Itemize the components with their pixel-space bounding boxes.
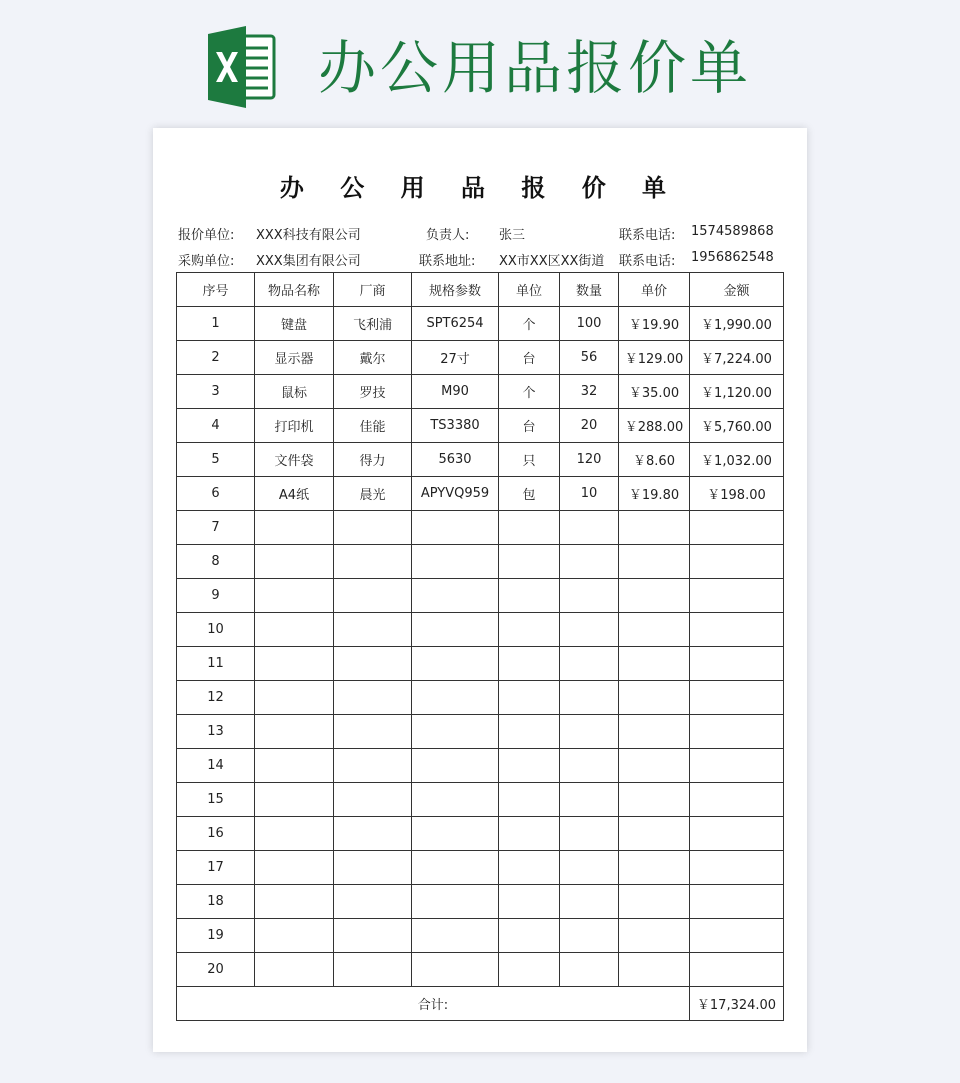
table-cell <box>619 715 690 749</box>
table-cell <box>334 613 412 647</box>
column-header: 金额 <box>690 273 784 307</box>
table-cell <box>619 851 690 885</box>
table-cell <box>619 681 690 715</box>
table-cell: 9 <box>177 579 255 613</box>
table-cell <box>255 919 334 953</box>
table-cell: SPT6254 <box>412 307 499 341</box>
table-cell <box>255 545 334 579</box>
buyer-label: 采购单位: <box>178 254 235 269</box>
table-cell <box>560 783 619 817</box>
table-cell: 5630 <box>412 443 499 477</box>
table-cell <box>334 919 412 953</box>
table-cell: 戴尔 <box>334 341 412 375</box>
table-cell <box>690 851 784 885</box>
table-cell: 1 <box>177 307 255 341</box>
table-cell <box>412 647 499 681</box>
table-cell: 个 <box>499 375 560 409</box>
table-cell: 只 <box>499 443 560 477</box>
table-cell <box>690 545 784 579</box>
table-cell: A4纸 <box>255 477 334 511</box>
person-value: 张三 <box>499 228 526 243</box>
column-header: 规格参数 <box>412 273 499 307</box>
column-header: 单价 <box>619 273 690 307</box>
table-cell <box>334 783 412 817</box>
table-cell <box>690 817 784 851</box>
table-cell <box>334 647 412 681</box>
table-cell <box>499 885 560 919</box>
table-cell <box>560 681 619 715</box>
total-row <box>177 987 784 1021</box>
table-cell: 10 <box>560 477 619 511</box>
table-cell <box>619 749 690 783</box>
table-cell: 20 <box>560 409 619 443</box>
table-cell <box>334 715 412 749</box>
table-header-row <box>177 273 784 307</box>
table-row <box>177 409 784 443</box>
table-cell <box>560 817 619 851</box>
table-cell <box>499 613 560 647</box>
table-cell <box>334 885 412 919</box>
table-cell <box>560 511 619 545</box>
column-header: 序号 <box>177 273 255 307</box>
table-row <box>177 681 784 715</box>
table-cell <box>255 885 334 919</box>
table-cell: 台 <box>499 341 560 375</box>
table-cell <box>412 817 499 851</box>
table-cell: 3 <box>177 375 255 409</box>
table-cell: 27寸 <box>412 341 499 375</box>
table-cell: ￥288.00 <box>619 409 690 443</box>
table-row <box>177 953 784 987</box>
table-row <box>177 715 784 749</box>
table-cell: ￥19.90 <box>619 307 690 341</box>
table-cell: M90 <box>412 375 499 409</box>
table-cell <box>499 953 560 987</box>
table-cell <box>412 511 499 545</box>
table-cell: 个 <box>499 307 560 341</box>
table-cell <box>255 953 334 987</box>
table-cell <box>334 545 412 579</box>
table-cell <box>412 715 499 749</box>
table-cell: 文件袋 <box>255 443 334 477</box>
table-cell: 12 <box>177 681 255 715</box>
table-cell <box>690 885 784 919</box>
table-row <box>177 647 784 681</box>
table-cell <box>255 817 334 851</box>
buyer-value: XXX集团有限公司 <box>256 254 361 269</box>
table-cell <box>255 613 334 647</box>
table-cell <box>412 953 499 987</box>
table-cell <box>412 579 499 613</box>
table-row <box>177 919 784 953</box>
table-cell <box>334 681 412 715</box>
table-cell: 56 <box>560 341 619 375</box>
table-cell <box>412 851 499 885</box>
table-cell <box>619 579 690 613</box>
table-cell <box>560 545 619 579</box>
table-cell <box>560 749 619 783</box>
table-cell: APYVQ959 <box>412 477 499 511</box>
table-cell: 打印机 <box>255 409 334 443</box>
table-cell: 得力 <box>334 443 412 477</box>
table-cell: 飞利浦 <box>334 307 412 341</box>
table-cell <box>560 613 619 647</box>
total-value: ￥17,324.00 <box>690 987 784 1021</box>
excel-icon <box>206 26 276 108</box>
table-cell <box>619 783 690 817</box>
address-value: XX市XX区XX街道 <box>499 254 605 269</box>
table-cell: 11 <box>177 647 255 681</box>
table-cell: 晨光 <box>334 477 412 511</box>
phone1-label: 联系电话: <box>619 228 676 243</box>
table-cell <box>255 579 334 613</box>
table-cell <box>560 579 619 613</box>
table-cell: 5 <box>177 443 255 477</box>
table-cell <box>560 851 619 885</box>
table-cell: 100 <box>560 307 619 341</box>
column-header: 厂商 <box>334 273 412 307</box>
table-row <box>177 783 784 817</box>
table-cell <box>255 647 334 681</box>
quote-unit-value: XXX科技有限公司 <box>256 228 361 243</box>
table-cell <box>619 511 690 545</box>
table-cell <box>690 511 784 545</box>
table-cell: 显示器 <box>255 341 334 375</box>
table-cell <box>412 681 499 715</box>
table-row <box>177 885 784 919</box>
table-cell: ￥35.00 <box>619 375 690 409</box>
table-cell <box>499 851 560 885</box>
person-label: 负责人: <box>426 228 470 243</box>
table-cell <box>334 749 412 783</box>
table-cell <box>255 749 334 783</box>
table-cell <box>690 681 784 715</box>
table-cell <box>690 783 784 817</box>
table-cell <box>690 919 784 953</box>
table-cell <box>255 681 334 715</box>
document-title: 办 公 用 品 报 价 单 <box>279 174 681 202</box>
table-cell <box>412 783 499 817</box>
table-cell: 罗技 <box>334 375 412 409</box>
table-row <box>177 817 784 851</box>
table-cell <box>499 511 560 545</box>
table-cell <box>560 885 619 919</box>
table-cell <box>619 885 690 919</box>
table-cell <box>619 545 690 579</box>
table-cell: 19 <box>177 919 255 953</box>
table-cell <box>690 749 784 783</box>
quote-sheet <box>153 128 807 1052</box>
table-cell: 32 <box>560 375 619 409</box>
table-cell <box>499 579 560 613</box>
table-cell <box>499 647 560 681</box>
table-cell <box>560 919 619 953</box>
table-cell: 18 <box>177 885 255 919</box>
table-cell: 佳能 <box>334 409 412 443</box>
table-cell: ￥198.00 <box>690 477 784 511</box>
table-cell <box>499 783 560 817</box>
table-cell: ￥8.60 <box>619 443 690 477</box>
table-cell <box>690 953 784 987</box>
table-row <box>177 749 784 783</box>
table-row <box>177 511 784 545</box>
table-cell <box>560 715 619 749</box>
table-cell: 7 <box>177 511 255 545</box>
table-cell: 4 <box>177 409 255 443</box>
table-cell <box>499 817 560 851</box>
quote-unit-label: 报价单位: <box>178 228 235 243</box>
table-cell: 20 <box>177 953 255 987</box>
table-body <box>177 307 784 987</box>
table-cell <box>255 783 334 817</box>
table-row <box>177 579 784 613</box>
table-cell: 120 <box>560 443 619 477</box>
banner-title: 办公用品报价单 <box>318 34 753 102</box>
table-cell: 15 <box>177 783 255 817</box>
phone2-label: 联系电话: <box>619 254 676 269</box>
table-cell: ￥1,990.00 <box>690 307 784 341</box>
table-row <box>177 307 784 341</box>
table-cell: 鼠标 <box>255 375 334 409</box>
table-cell <box>690 715 784 749</box>
table-cell: 14 <box>177 749 255 783</box>
table-cell: 13 <box>177 715 255 749</box>
table-cell <box>412 919 499 953</box>
table-cell <box>412 545 499 579</box>
table-cell: 10 <box>177 613 255 647</box>
table-cell <box>255 851 334 885</box>
quote-table <box>176 272 784 1021</box>
table-cell: 台 <box>499 409 560 443</box>
table-cell: ￥19.80 <box>619 477 690 511</box>
table-cell <box>619 953 690 987</box>
total-label: 合计: <box>177 987 690 1021</box>
table-cell <box>499 715 560 749</box>
table-cell <box>255 715 334 749</box>
table-row <box>177 545 784 579</box>
table-cell <box>334 851 412 885</box>
table-cell <box>334 817 412 851</box>
table-row <box>177 341 784 375</box>
table-cell: 键盘 <box>255 307 334 341</box>
table-cell: ￥1,120.00 <box>690 375 784 409</box>
table-row <box>177 613 784 647</box>
table-row <box>177 851 784 885</box>
table-cell: TS3380 <box>412 409 499 443</box>
table-cell: 16 <box>177 817 255 851</box>
column-header: 单位 <box>499 273 560 307</box>
table-cell <box>412 885 499 919</box>
table-cell <box>412 613 499 647</box>
table-cell: ￥7,224.00 <box>690 341 784 375</box>
table-cell <box>499 545 560 579</box>
table-cell <box>560 953 619 987</box>
table-cell <box>255 511 334 545</box>
phone2-value: 1956862548 <box>691 250 774 265</box>
table-cell <box>619 647 690 681</box>
address-label: 联系地址: <box>419 254 476 269</box>
table-cell <box>619 613 690 647</box>
column-header: 物品名称 <box>255 273 334 307</box>
table-cell: 2 <box>177 341 255 375</box>
table-cell: 8 <box>177 545 255 579</box>
table-cell <box>499 919 560 953</box>
table-cell: 包 <box>499 477 560 511</box>
table-row <box>177 477 784 511</box>
table-cell <box>690 579 784 613</box>
column-header: 数量 <box>560 273 619 307</box>
table-cell <box>619 817 690 851</box>
table-cell <box>560 647 619 681</box>
table-cell <box>619 919 690 953</box>
table-row <box>177 443 784 477</box>
table-cell: 17 <box>177 851 255 885</box>
table-cell: ￥129.00 <box>619 341 690 375</box>
table-cell: 6 <box>177 477 255 511</box>
table-cell <box>412 749 499 783</box>
table-cell: ￥5,760.00 <box>690 409 784 443</box>
table-cell <box>690 613 784 647</box>
table-row <box>177 375 784 409</box>
table-cell <box>334 511 412 545</box>
banner <box>0 0 960 120</box>
table-cell <box>334 579 412 613</box>
table-cell <box>334 953 412 987</box>
table-cell <box>499 681 560 715</box>
table-cell <box>690 647 784 681</box>
table-cell: ￥1,032.00 <box>690 443 784 477</box>
table-cell <box>499 749 560 783</box>
phone1-value: 1574589868 <box>691 224 774 239</box>
